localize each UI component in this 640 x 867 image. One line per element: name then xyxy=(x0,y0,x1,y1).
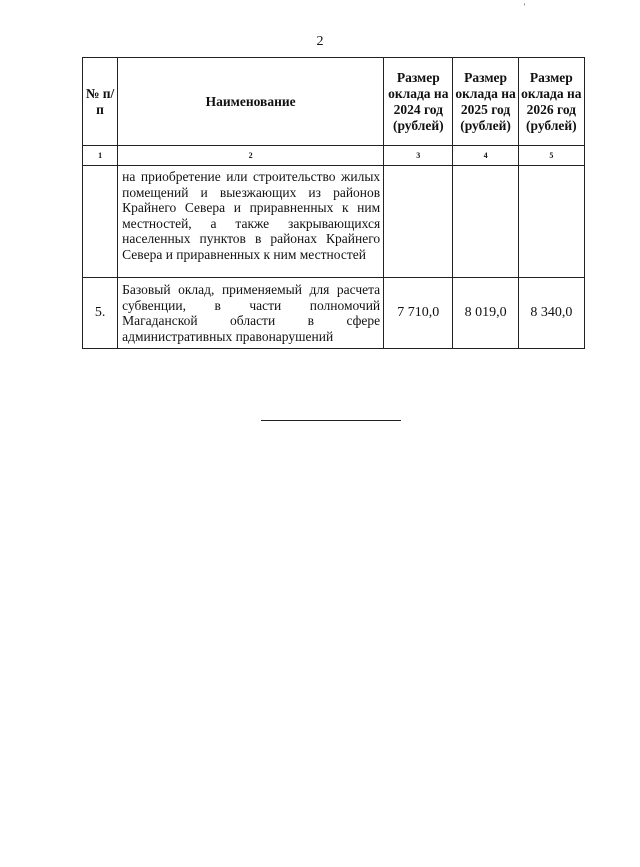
column-index: 4 xyxy=(453,146,518,166)
column-index-row xyxy=(83,146,585,166)
page-number: 2 xyxy=(316,34,324,49)
column-index: 2 xyxy=(118,146,384,166)
column-index: 5 xyxy=(518,146,584,166)
value-2024 xyxy=(384,166,453,278)
value-2026: 8 340,0 xyxy=(518,278,584,349)
value-2025 xyxy=(453,166,518,278)
column-index: 3 xyxy=(384,146,453,166)
closing-line xyxy=(261,420,401,421)
table-row xyxy=(83,166,585,278)
salary-table xyxy=(82,57,585,349)
row-name: Базовый оклад, применяемый для расчета субвенции, в части полномочий Магаданской области в сфере административных правонарушений xyxy=(118,278,384,349)
column-index: 1 xyxy=(83,146,118,166)
header-2024: Размер оклада на 2024 год (рублей) xyxy=(384,58,453,146)
value-2026 xyxy=(518,166,584,278)
table-row xyxy=(83,278,585,349)
row-name: на приобретение или строительство жилых помещений и выезжающих из районов Крайнего Севера и приравненных к ним местностей, а также закрывающихся населенных пунктов в районах Крайнего Севера и приравненных к ним местностей xyxy=(118,166,384,278)
header-2026: Размер оклада на 2026 год (рублей) xyxy=(518,58,584,146)
scan-mark: ´ xyxy=(522,2,532,13)
header-name: Наименование xyxy=(118,58,384,146)
row-number: 5. xyxy=(83,278,118,349)
header-num: № п/п xyxy=(83,58,118,146)
value-2024: 7 710,0 xyxy=(384,278,453,349)
header-2025: Размер оклада на 2025 год (рублей) xyxy=(453,58,518,146)
table-header-row xyxy=(83,58,585,146)
value-2025: 8 019,0 xyxy=(453,278,518,349)
row-number xyxy=(83,166,118,278)
